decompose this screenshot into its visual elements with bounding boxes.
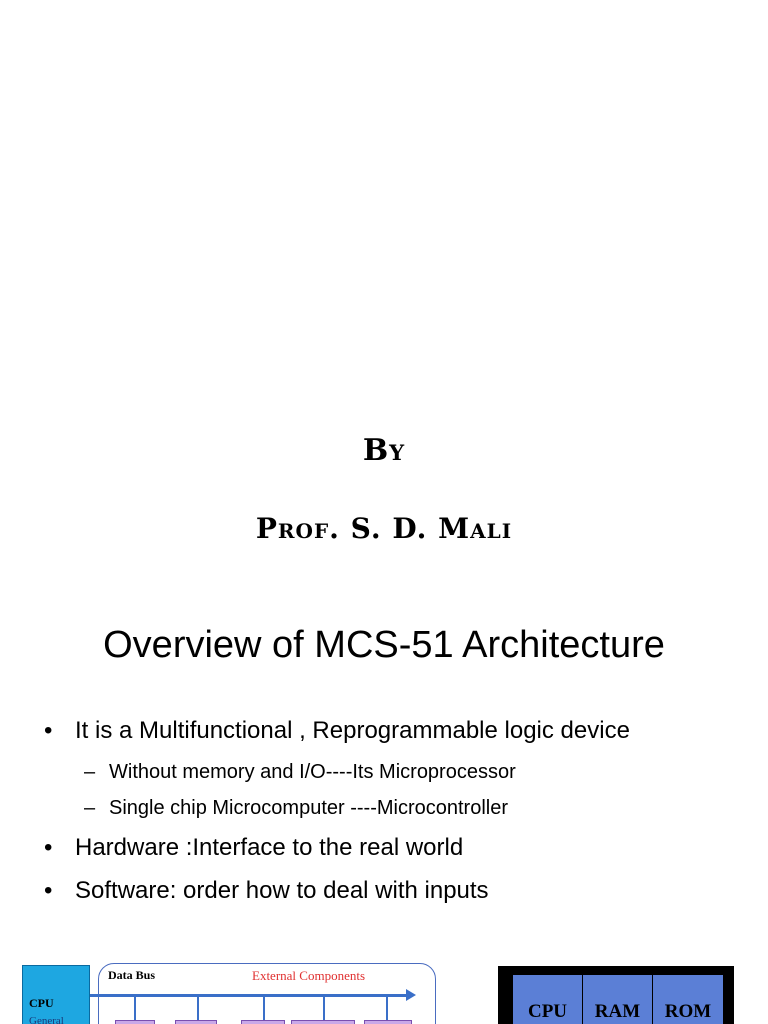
chip-cell-rom: ROM (653, 975, 723, 1024)
bullet-mark: • (44, 834, 53, 861)
component-block (115, 1020, 155, 1024)
by-label: By (362, 433, 406, 468)
chip-diagram (498, 966, 734, 1024)
data-bus-line (90, 994, 408, 997)
data-bus-label: Data Bus (108, 968, 156, 982)
bus-drop-line (323, 996, 325, 1020)
external-components-label: External Components (252, 968, 366, 983)
bus-drop-line (263, 996, 265, 1020)
cpu-label: CPU (29, 996, 54, 1010)
component-block (291, 1020, 355, 1024)
chip-cell-cpu: CPU (513, 975, 583, 1024)
bus-drop-line (386, 996, 388, 1020)
bullet-item (44, 876, 489, 906)
bus-arrow-icon (406, 989, 416, 1001)
sub-bullet-text: Single chip Microcomputer ----Microcontroller (109, 797, 508, 819)
bullet-text: Hardware :Interface to the real world (75, 834, 464, 861)
bus-drop-line (197, 996, 199, 1020)
bullet-mark: • (44, 877, 53, 904)
bus-drop-line (134, 996, 136, 1020)
sub-bullet-item (84, 759, 516, 785)
sub-bullet-mark: – (84, 761, 96, 783)
bullet-mark: • (44, 717, 53, 744)
component-block (175, 1020, 217, 1024)
cpu-sub-label: General (29, 1015, 64, 1024)
chip-row (512, 974, 724, 1024)
bullet-item (44, 716, 630, 746)
bullet-text: Software: order how to deal with inputs (75, 877, 489, 904)
component-block (241, 1020, 285, 1024)
author-name: Prof. S. D. Mali (255, 512, 513, 545)
bus-diagram (0, 960, 440, 1024)
slide-title: Overview of MCS-51 Architecture (103, 624, 665, 666)
cpu-block (22, 965, 90, 1024)
sub-bullet-text: Without memory and I/O----Its Microprocessor (109, 761, 516, 783)
sub-bullet-item (84, 795, 508, 821)
bullet-item (44, 833, 463, 863)
chip-cell-ram: RAM (583, 975, 653, 1024)
sub-bullet-mark: – (84, 797, 96, 819)
bullet-text: It is a Multifunctional , Reprogrammable logic device (75, 717, 630, 744)
component-block (364, 1020, 412, 1024)
